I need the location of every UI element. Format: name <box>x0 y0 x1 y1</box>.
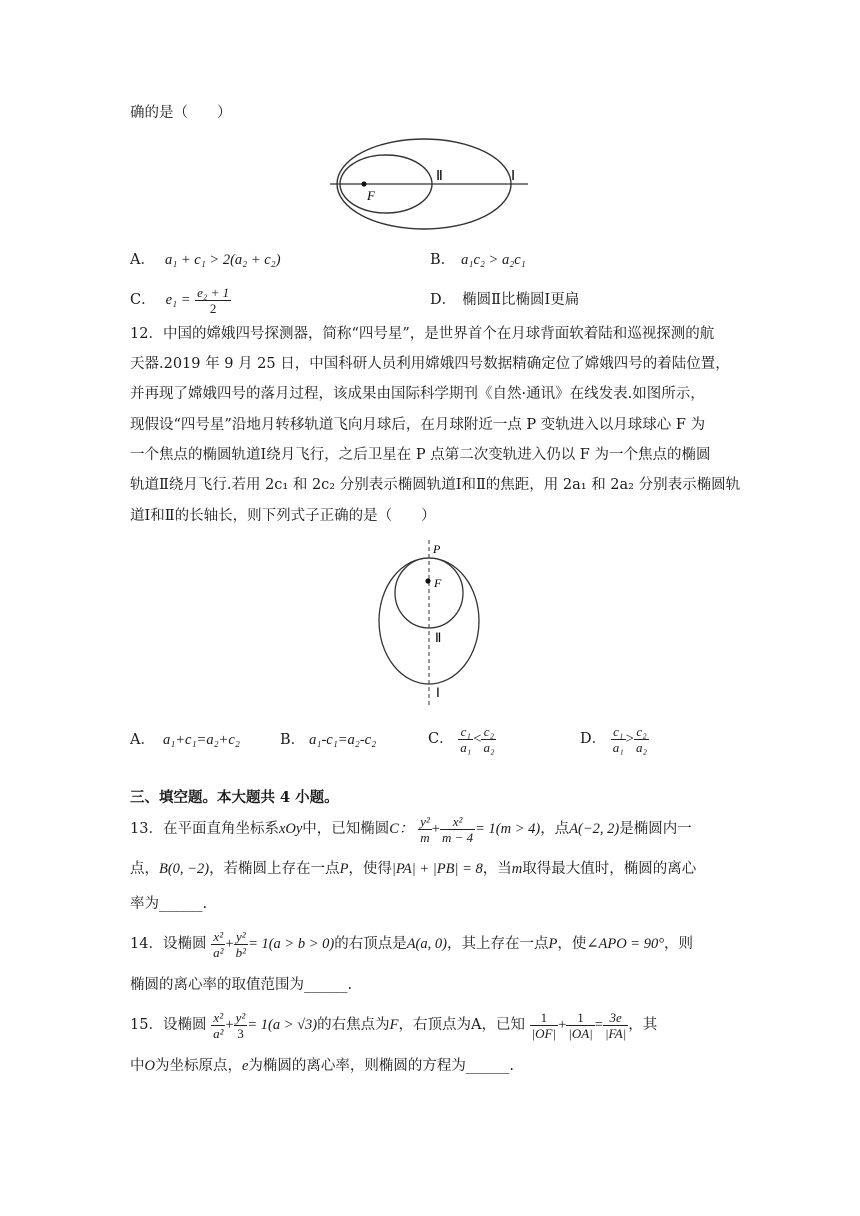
q15-line-1: 15．设椭圆 $\frac{\text{x²}}{\text{a²}}$ + $\frac{\text{y²}}{3}$ = 1(a > √3)的右焦点为F，右顶点为A，已知 $\frac{1}{|OF|}$ + $\frac{1}{|OA|}$ = $\frac{3e}{|FA|}$ ，其 <box>130 1009 658 1041</box>
q11-option-d[interactable]: D． 椭圆Ⅱ比椭圆Ⅰ更扁 <box>430 292 580 308</box>
q12-line-4: 现假设“四号星”沿地月转移轨道飞向月球后，在月球附近一点 P 变轨进入以月球球心 F 为 <box>130 417 706 433</box>
q15-fraction-x: $\frac{\text{x²}}{\text{a²}}$ <box>213 1009 224 1041</box>
section-3-title: 三、填空题。本大题共 4 小题。 <box>130 789 339 806</box>
q14-line-1: 14．设椭圆 $\frac{\text{x²}}{\text{a²}}$ + $\frac{\text{y²}}{\text{b²}}$ = 1(a > b > 0)的右顶点是A(a, 0)，其上存在一点P，使∠APO = 90°，则 <box>130 928 693 960</box>
q12-line-3: 并再现了嫦娥四号的落月过程，该成果由国际科学期刊《自然·通讯》在线发表.如图所示， <box>130 386 705 402</box>
q14-line-2: 椭圆的离心率的取值范围为______. <box>130 977 353 993</box>
q13-fraction-y: $\frac{\text{y²}}{m}$ <box>420 813 430 845</box>
q15-fraction-oa: $\frac{1}{|OA|}$ <box>568 1009 593 1041</box>
q12-option-d-frac-left: $\frac{\text{c₁}}{\text{a₁}}$ <box>612 723 624 755</box>
q12-option-c-frac-left: $\frac{\text{c₁}}{\text{a₁}}$ <box>460 723 472 755</box>
q13-line-3: 率为______. <box>130 896 208 912</box>
q11-option-c-fraction: $\frac{\text{e₂ + 1}}{2}$ <box>197 284 230 316</box>
q12-focus-point <box>425 578 430 583</box>
q11-label-i: Ⅰ <box>511 169 516 184</box>
q12-line-7: 道Ⅰ和Ⅱ的长轴长，则下列式子正确的是（ ） <box>130 508 436 524</box>
q12-ellipse-i <box>379 558 479 684</box>
q15-line-2: 中O为坐标原点，e为椭圆的离心率，则椭圆的方程为______. <box>130 1058 515 1074</box>
q14-fraction-y: $\frac{\text{y²}}{\text{b²}}$ <box>235 928 247 960</box>
q14-fraction-x: $\frac{\text{x²}}{\text{a²}}$ <box>213 928 224 960</box>
q11-label-f: F <box>367 188 375 203</box>
q12-label-f: F <box>434 576 442 590</box>
q11-option-b[interactable]: B． a₁c₂ > a₂c₁ <box>430 252 526 268</box>
q12-label-p: P <box>433 542 441 556</box>
q13-line-2: 点，B(0, −2)，若椭圆上存在一点P，使得|PA| + |PB| = 8，当m取得最大值时，椭圆的离心 <box>130 861 697 877</box>
q12-label-ii: Ⅱ <box>435 630 442 645</box>
q12-label-i: Ⅰ <box>436 685 440 700</box>
q15-fraction-fa: $\frac{3e}{|FA|}$ <box>604 1009 627 1041</box>
q15-fraction-of: $\frac{1}{|OF|}$ <box>531 1009 557 1041</box>
q13-fraction-x: $\frac{\text{x²}}{m - 4}$ <box>441 813 474 845</box>
q11-label-ii: Ⅱ <box>436 169 443 184</box>
q12-ellipse-ii <box>395 558 463 628</box>
q11-ellipse-ii <box>340 155 432 213</box>
q11-option-c[interactable]: C． e₁ = $\frac{\text{e₂ + 1}}{2}$ <box>130 284 230 316</box>
q12-option-b[interactable]: B． a₁-c₁=a₂-c₂ <box>280 732 377 748</box>
q12-line-2: 天器.2019 年 9 月 25 日，中国科研人员利用嫦娥四号数据精确定位了嫦娥四号的着陆位置， <box>130 356 730 372</box>
q11-focus-point <box>361 181 366 186</box>
q11-option-a[interactable]: A． a₁ + c₁ > 2(a₂ + c₂) <box>130 252 281 268</box>
q15-fraction-y: $\frac{\text{y²}}{3}$ <box>235 1009 246 1041</box>
q12-option-c-frac-right: $\frac{\text{c₂}}{\text{a₂}}$ <box>483 723 495 755</box>
q12-option-d[interactable]: D． $\frac{\text{c₁}}{\text{a₁}}$ > $\frac{\text{c₂}}{\text{a₂}}$ <box>580 723 647 755</box>
q11-stem-tail: 确的是（ ） <box>130 105 232 121</box>
q12-line-5: 一个焦点的椭圆轨道Ⅰ绕月飞行，之后卫星在 P 点第二次变轨进入仍以 F 为一个焦点的椭圆 <box>130 447 711 463</box>
q12-option-d-frac-right: $\frac{\text{c₂}}{\text{a₂}}$ <box>635 723 647 755</box>
q12-option-c[interactable]: C． $\frac{\text{c₁}}{\text{a₁}}$ < $\frac{\text{c₂}}{\text{a₂}}$ <box>428 723 495 755</box>
q12-line-6: 轨道Ⅱ绕月飞行.若用 2c₁ 和 2c₂ 分别表示椭圆轨道Ⅰ和Ⅱ的焦距，用 2a₁ 和 2a₂ 分别表示椭圆轨 <box>130 477 741 493</box>
q12-option-a[interactable]: A． a₁+c₁=a₂+c₂ <box>130 732 240 748</box>
q12-line-1: 12．中国的嫦娥四号探测器，简称“四号星”，是世界首个在月球背面软着陆和巡视探测的航 <box>130 326 715 342</box>
q13-line-1: 13．在平面直角坐标系xOy中，已知椭圆C： $\frac{\text{y²}}{m}$ + $\frac{\text{x²}}{m - 4}$ = 1(m > 4)，点A(−2, 2)是椭圆内一 <box>130 813 692 845</box>
q11-ellipse-i <box>337 139 511 229</box>
